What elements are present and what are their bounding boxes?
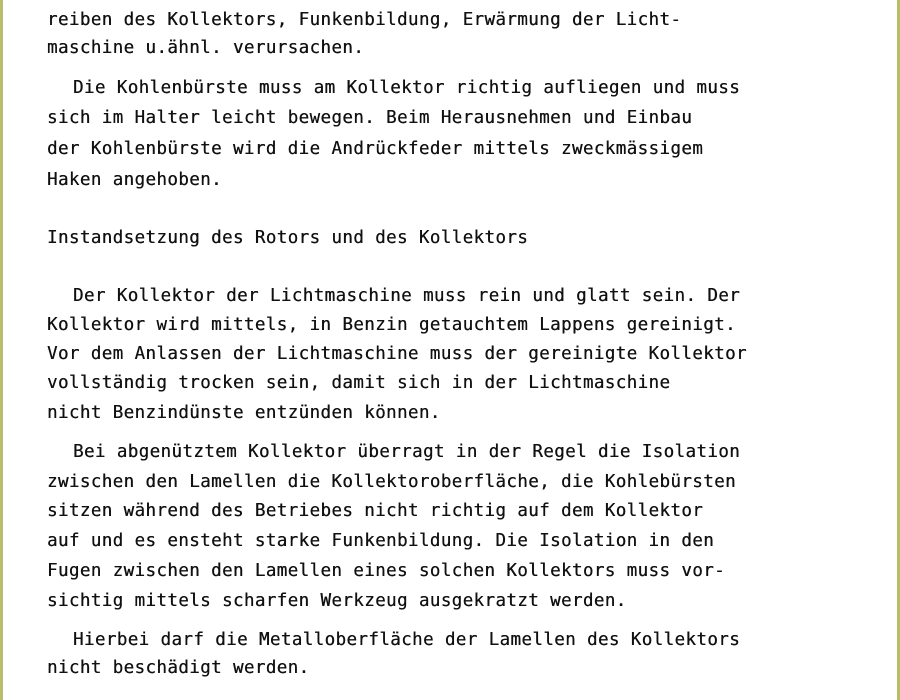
text-line: sichtig mittels scharfen Werkzeug ausgekratzt werden. xyxy=(47,591,627,611)
text-line: nicht Benzindünste entzünden können. xyxy=(47,403,441,423)
text-line: Hierbei darf die Metalloberfläche der Lamellen des Kollektors xyxy=(73,630,741,650)
text-line: sitzen während des Betriebes nicht richtig auf dem Kollektor xyxy=(47,501,704,521)
text-line: auf und es ensteht starke Funkenbildung. Die Isolation in den xyxy=(47,531,715,551)
text-line: Vor dem Anlassen der Lichtmaschine muss der gereinigte Kollektor xyxy=(47,344,747,364)
text-line: zwischen den Lamellen die Kollektoroberfläche, die Kohlebürsten xyxy=(47,472,736,492)
text-line: reiben des Kollektors, Funkenbildung, Erwärmung der Licht- xyxy=(47,10,682,30)
text-line: vollständig trocken sein, damit sich in der Lichtmaschine xyxy=(47,373,671,393)
text-line: Die Kohlenbürste muss am Kollektor richtig aufliegen und muss xyxy=(73,78,741,98)
text-line: Der Kollektor der Lichtmaschine muss rein und glatt sein. Der xyxy=(73,286,741,306)
text-line: Haken angehoben. xyxy=(47,170,222,190)
text-line: maschine u.ähnl. verursachen. xyxy=(47,38,365,58)
text-line: sich im Halter leicht bewegen. Beim Herausnehmen und Einbau xyxy=(47,108,693,128)
text-line: Fugen zwischen den Lamellen eines solchen Kollektors muss vor- xyxy=(47,561,726,581)
text-line: Bei abgenütztem Kollektor überragt in der Regel die Isolation xyxy=(73,442,741,462)
text-line: Kollektor wird mittels, in Benzin getauchtem Lappens gereinigt. xyxy=(47,315,736,335)
text-line: nicht beschädigt werden. xyxy=(47,658,310,678)
section-heading: Instandsetzung des Rotors und des Kollektors xyxy=(47,228,529,248)
text-line: der Kohlenbürste wird die Andrückfeder mittels zweckmässigem xyxy=(47,139,704,159)
